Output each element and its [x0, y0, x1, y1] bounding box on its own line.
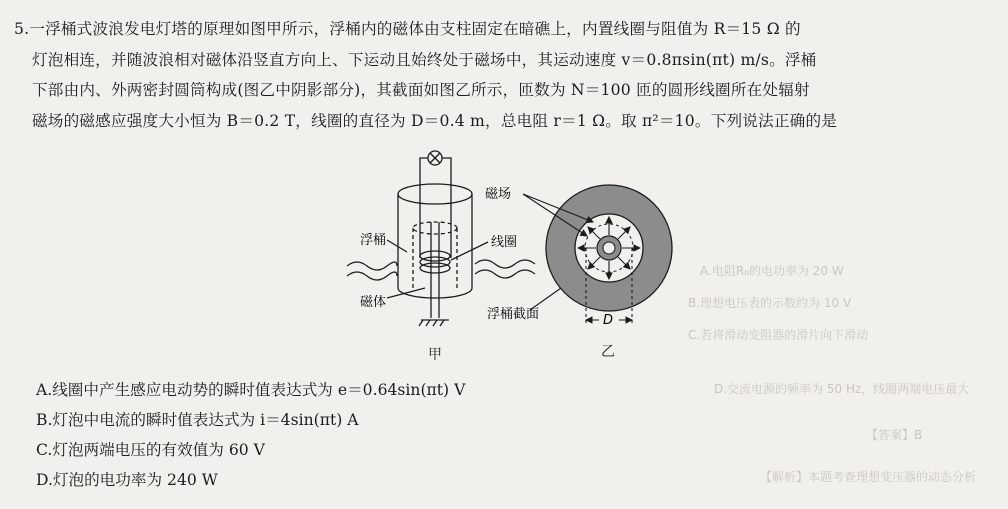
coil-icon	[420, 251, 450, 261]
caption-yi: 乙	[601, 344, 615, 360]
question-line-1: 5.一浮桶式波浪发电灯塔的原理如图甲所示，浮桶内的磁体由支柱固定在暗礁上，内置线圈与阻值为 R＝15 Ω 的	[14, 20, 801, 38]
label-coil: 线圈	[491, 235, 518, 250]
option-d[interactable]: D.灯泡的电功率为 240 W	[36, 471, 218, 489]
ghost-text-6: 【解析】本题考查理想变压器的动态分析	[760, 470, 977, 484]
option-a[interactable]: A.线圈中产生感应电动势的瞬时值表达式为 e＝0.64sin(πt) V	[36, 381, 466, 399]
option-c[interactable]: C.灯泡两端电压的有效值为 60 V	[36, 441, 265, 459]
ghost-text-5: 【答案】B	[866, 428, 923, 442]
float-top	[398, 184, 472, 204]
ghost-text-2: B.理想电压表的示数约为 10 V	[688, 296, 852, 310]
buoy-diagram	[335, 138, 680, 370]
question-stem	[14, 14, 990, 136]
ghost-text-3: C.若将滑动变阻器的滑片向下滑动	[688, 328, 869, 342]
ghost-text-4: D.交流电源的频率为 50 Hz，线圈两端电压最大	[714, 382, 970, 396]
physics-figure	[335, 138, 680, 370]
ghost-text-1: A.电阻R₀的电功率为 20 W	[700, 264, 844, 278]
answer-options	[36, 375, 465, 495]
label-field: 磁场	[485, 187, 512, 202]
label-magnet: 磁体	[360, 295, 387, 310]
label-diameter: D	[603, 313, 614, 328]
question-line-2: 灯泡相连，并随波浪相对磁体沿竖直方向上、下运动且始终处于磁场中，其运动速度 v＝0.8πsin(πt) m/s。浮桶	[32, 50, 817, 69]
question-line-3: 下部由内、外两密封圆筒构成(图乙中阴影部分)，其截面如图乙所示，匝数为 N＝100 匝的圆形线圈所在处辐射	[32, 81, 810, 99]
label-section: 浮桶截面	[487, 307, 540, 322]
option-b[interactable]: B.灯泡中电流的瞬时值表达式为 i＝4sin(πt) A	[36, 411, 359, 429]
caption-jia: 甲	[428, 347, 442, 363]
figure-yi	[523, 185, 672, 327]
label-float: 浮桶	[360, 233, 387, 248]
question-line-4: 磁场的磁感应强度大小恒为 B＝0.2 T，线圈的直径为 D＝0.4 m，总电阻 r＝1 Ω。取 π²＝10。下列说法正确的是	[32, 111, 838, 130]
